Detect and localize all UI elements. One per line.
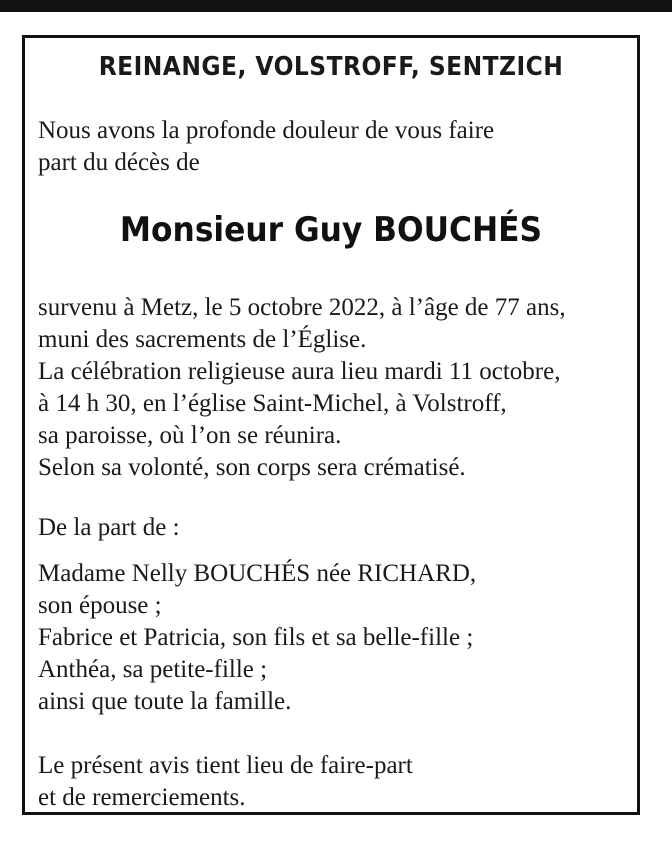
- detail-line: muni des sacrements de l’Église.: [38, 326, 367, 353]
- detail-line: à 14 h 30, en l’église Saint-Michel, à Volstroff,: [38, 390, 507, 417]
- family-paragraph: [38, 558, 627, 718]
- family-line: Anthéa, sa petite-fille ;: [38, 656, 268, 683]
- family-line: Madame Nelly BOUCHÉS née RICHARD,: [38, 560, 477, 587]
- detail-line: sa paroisse, où l’on se réunira.: [38, 422, 342, 449]
- from-label-text: De la part de :: [38, 514, 180, 541]
- deceased-name: Monsieur Guy BOUCHÉS: [119, 210, 543, 250]
- detail-line: La célébration religieuse aura lieu mardi 11 octobre,: [38, 358, 561, 385]
- closing-line: Le présent avis tient lieu de faire-part: [38, 752, 413, 779]
- top-border-bar: [0, 0, 672, 12]
- family-line: son épouse ;: [38, 592, 162, 619]
- detail-line: survenu à Metz, le 5 octobre 2022, à l’âge de 77 ans,: [38, 294, 566, 321]
- intro-paragraph: [38, 115, 627, 179]
- detail-line: Selon sa volonté, son corps sera crématisé.: [38, 454, 466, 481]
- family-line: ainsi que toute la famille.: [38, 688, 292, 715]
- from-label: [38, 512, 627, 544]
- intro-line: part du décès de: [38, 149, 200, 176]
- closing-paragraph: [38, 750, 627, 814]
- details-paragraph: [38, 292, 627, 484]
- family-line: Fabrice et Patricia, son fils et sa belle-fille ;: [38, 624, 474, 651]
- intro-line: Nous avons la profonde douleur de vous faire: [38, 117, 495, 144]
- locality-heading: REINANGE, VOLSTROFF, SENTZICH: [98, 52, 564, 82]
- closing-line: et de remerciements.: [38, 784, 246, 811]
- obituary-notice: [22, 35, 640, 815]
